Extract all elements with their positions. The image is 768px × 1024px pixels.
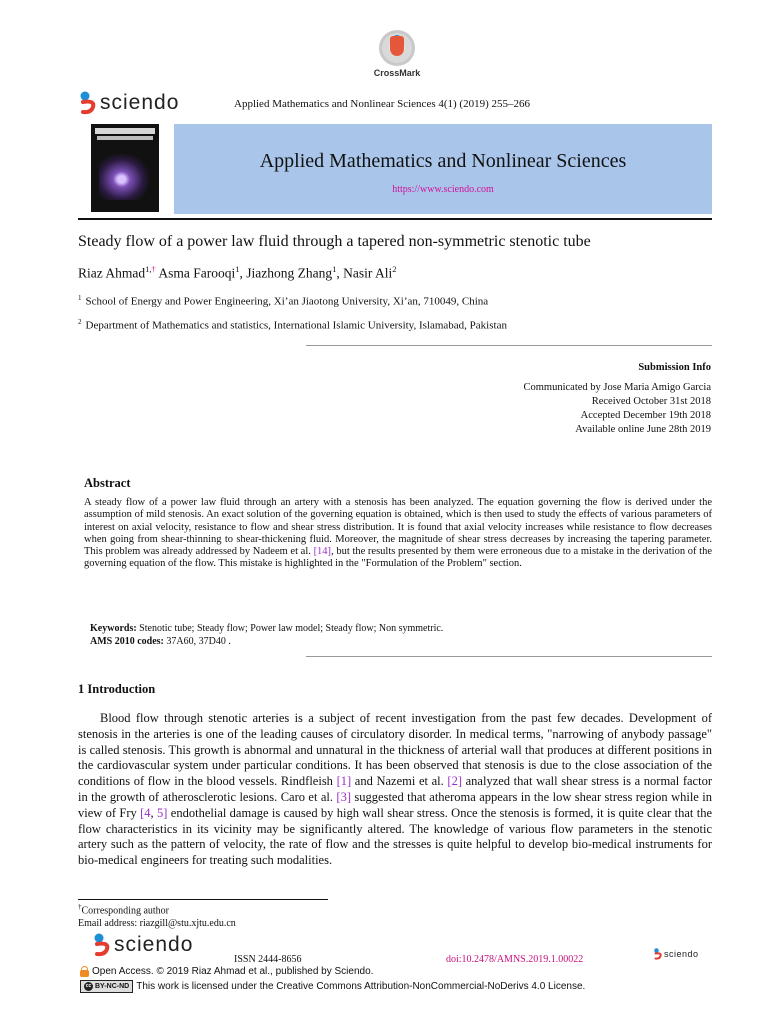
journal-url-link[interactable]: https://www.sciendo.com [392, 184, 494, 195]
corresponding-author-link[interactable]: † [151, 264, 156, 274]
journal-title: Applied Mathematics and Nonlinear Sciences [259, 150, 627, 172]
footnote-divider [78, 899, 328, 900]
author-name: Nasir Ali [343, 265, 393, 281]
submission-info-heading: Submission Info [638, 362, 711, 373]
author-email: Email address: riazgill@stu.xjtu.edu.cn [78, 918, 236, 930]
keywords-text: Stenotic tube; Steady flow; Power law model; Steady flow; Non symmetric. [139, 623, 444, 634]
author-affil-sup: 2 [392, 264, 397, 274]
submission-info [524, 361, 712, 437]
corresponding-author-note: Corresponding author [81, 905, 169, 917]
section-divider [306, 345, 712, 346]
section-divider [306, 656, 712, 657]
affiliation-number: 1 [78, 294, 82, 302]
citation-link[interactable]: [2] [447, 774, 462, 789]
citation-link[interactable]: [4 [140, 805, 151, 820]
sciendo-mark-icon [654, 948, 662, 960]
abstract-heading: Abstract [84, 476, 131, 490]
keywords-label: Keywords: [90, 623, 137, 634]
ams-codes-label: AMS 2010 codes: [90, 636, 164, 647]
accepted-date: Accepted December 19th 2018 [580, 410, 711, 421]
sciendo-wordmark: sciendo [114, 933, 194, 956]
sciendo-wordmark: sciendo [100, 91, 180, 114]
author-name: Riaz Ahmad [78, 265, 146, 281]
footnote [78, 901, 236, 930]
citation-link[interactable]: [3] [336, 789, 351, 804]
affiliation-number: 2 [78, 318, 82, 326]
license-line [80, 980, 585, 993]
sciendo-footer-logo[interactable] [94, 933, 193, 957]
header-divider [78, 218, 712, 220]
affiliation [78, 294, 488, 308]
author-name: Asma Farooqi [158, 265, 236, 281]
abstract-section [84, 476, 712, 571]
introduction-heading: 1 Introduction [78, 682, 156, 696]
footnote-mark: † [78, 903, 82, 911]
paper-title: Steady flow of a power law fluid through a tapered non-symmetric stenotic tube [78, 233, 591, 250]
journal-citation-line: Applied Mathematics and Nonlinear Sciences 4(1) (2019) 255–266 [234, 98, 531, 110]
online-date: Available online June 28th 2019 [575, 424, 711, 435]
crossmark-icon [379, 30, 415, 66]
crossmark-badge[interactable] [364, 30, 430, 78]
citation-link[interactable]: 5] [157, 805, 168, 820]
ams-codes-text: 37A60, 37D40 . [166, 636, 231, 647]
sciendo-mark-icon [80, 91, 96, 115]
received-date: Received October 31st 2018 [591, 396, 711, 407]
author-affil-sup: 1 [235, 264, 240, 274]
open-access-lock-icon [80, 966, 89, 977]
author-affil-sup: 1 [145, 264, 150, 274]
sciendo-mark-icon [94, 933, 110, 957]
introduction-paragraph: Blood flow through stenotic arteries is a subject of recent investigation from the past few decades. Development of stenosis in the arteries is one of the leading causes of circulatory disorder. In medical terms, "narrowing of anybody passage" is called stenosis. This growth is abnormal and unnatural in the thickness of arterial wall that produces at different positions in the cardiovascular system under particular conditions. It has been observed that stenosis is due to the close association of the conditions of flow in the blood vessels. Rindfleish [1] and Nazemi et al. [2] analyzed that wall shear stress is a normal factor in the growth of atherosclerotic lesions. Caro et al. [3] suggested that atheroma appears in the low shear stress region while in view of Fry [4, 5] endothelial damage is caused by high wall shear stress. Once the stenosis is formed, it is quite clear that the flow characteristics in its vicinity may be significantly altered. The knowledge of various flow parameters in the stenotic artery such as the pattern of velocity, the rate of flow and the stresses is quite helpful to develop bio-medical instruments for bio-medical engineers for treating such modalities. [78, 711, 713, 868]
affiliation-text: Department of Mathematics and statistics, International Islamic University, Islamabad, Pakistan [85, 319, 507, 332]
license-text: This work is licensed under the Creative Commons Attribution-NonCommercial-NoDerivs 4.0 License. [136, 981, 586, 992]
open-access-text: Open Access. © 2019 Riaz Ahmad et al., published by Sciendo. [92, 966, 374, 977]
abstract-text: A steady flow of a power law fluid through an artery with a stenosis has been analyzed. The equation governing the flow is derived under the assumption of mild stenosis. An exact solution of the governing equation is obtained, which is then used to study the effects of various parameters of interest on axial velocity, resistance to flow and shear stress distribution. It is found that axial velocity increases while resistance to flow decreases when going from shear-thinning to shear-thickening fluid. Moreover, the magnitude of shear stress decreases by increasing the tapering parameter. This problem was already addressed by Nadeem et al. [14], but the results presented by them were erroneous due to a mistake in the derivation of the governing equation of the flow. This mistake is highlighted in the "Formulation of the Problem" section. [84, 497, 712, 570]
introduction-body [78, 711, 712, 869]
keywords-block [90, 622, 443, 648]
communicated-by: Communicated by Jose Maria Amigo Garcia [523, 382, 711, 393]
sciendo-logo[interactable] [80, 91, 179, 115]
author-list: Riaz Ahmad$^{1,\dagger}$ Asma Farooqi$^1$, Jiazhong Zhang$^1$, Nasir Ali$^2$ [78, 264, 397, 281]
crossmark-label: CrossMark [373, 68, 421, 78]
journal-cover-image [91, 124, 159, 212]
issn: ISSN 2444-8656 [234, 954, 302, 965]
doi-link[interactable]: doi:10.2478/AMNS.2019.1.00022 [446, 954, 584, 965]
sciendo-wordmark: sciendo [664, 949, 699, 959]
author-name: Jiazhong Zhang [246, 265, 333, 281]
affiliation [78, 318, 507, 332]
author-affil-sup: 1 [332, 264, 337, 274]
sciendo-small-logo[interactable] [654, 948, 699, 960]
cc-license-badge-icon[interactable]: cc BY-NC-ND [80, 980, 133, 993]
open-access-line [80, 966, 373, 977]
citation-link[interactable]: [14] [313, 546, 332, 558]
citation-link[interactable]: [1] [336, 774, 352, 789]
affiliation-text: School of Energy and Power Engineering, Xi’an Jiaotong University, Xi’an, 710049, China [85, 295, 489, 308]
